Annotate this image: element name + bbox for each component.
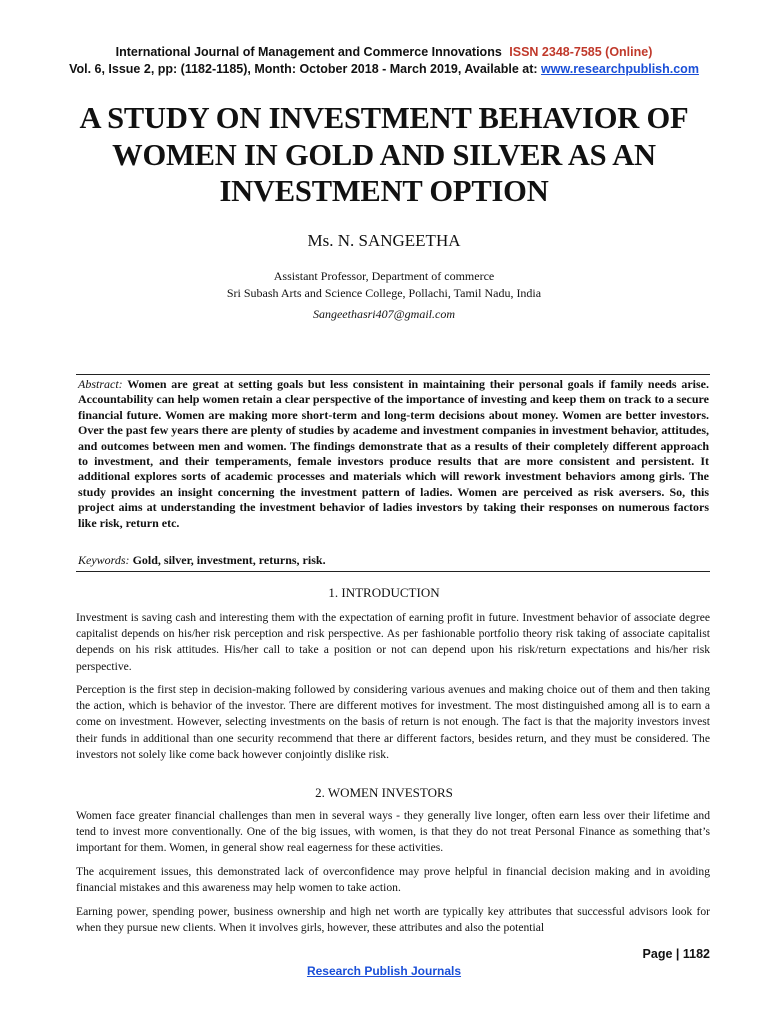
abstract-bottom-rule	[76, 571, 710, 572]
affiliation-line-1: Assistant Professor, Department of commerce	[273, 269, 495, 283]
keywords-label: Keywords:	[78, 553, 130, 567]
page-number: Page | 1182	[642, 947, 710, 961]
affiliation	[0, 268, 768, 302]
title-line: A STUDY ON INVESTMENT BEHAVIOR OF	[79, 101, 689, 135]
section-heading-introduction: 1. INTRODUCTION	[328, 585, 440, 600]
journal-header	[0, 44, 768, 78]
affiliation-line-2: Sri Subash Arts and Science College, Pollachi, Tamil Nadu, India	[226, 286, 542, 300]
body-paragraph: Perception is the first step in decision-making followed by considering various avenues and making choice out of them and then taking the action, which is behavior of the investor. There are different motives for investment. The most distinguished among all is to earn a come on investment. However, selecting investments on the basis of return is not enough. The fact is that the majority investors invest their funds in additional than one security recommend that there ar different factors, besides return, and they must be considered. The investors not solely like come back however conjointly dislike risk.	[76, 683, 710, 761]
body-paragraph: Investment is saving cash and interesting them with the expectation of earning profit in future. Investment behavior of associate degree capitalist depends on his/her risk perception and risk perspective. As per fashionable portfolio theory risk taking of associate capitalist depends on his risk attitudes. His/her call to take a position or not can depend upon his risk/return expectations and his/her risk perspective.	[76, 611, 710, 673]
keywords-text: Gold, silver, investment, returns, risk.	[132, 553, 326, 567]
journal-url-link[interactable]: www.researchpublish.com	[541, 62, 699, 76]
issn: ISSN 2348-7585 (Online)	[509, 45, 653, 59]
abstract-top-rule	[76, 374, 710, 375]
section-heading-women-investors: 2. WOMEN INVESTORS	[315, 785, 453, 800]
abstract	[78, 377, 709, 531]
journal-name: International Journal of Management and Commerce Innovations	[115, 45, 502, 59]
body-paragraph: Earning power, spending power, business ownership and high net worth are typically key attributes that successful advisors look for when they pursue new clients. When it involves girls, however, these attributes and also the potential	[76, 905, 710, 935]
author-name: Ms. N. SANGEETHA	[307, 231, 461, 250]
paper-title	[40, 100, 728, 210]
footer-publisher-link[interactable]: Research Publish Journals	[306, 964, 462, 978]
body-paragraph: The acquirement issues, this demonstrated lack of overconfidence may prove helpful in financial decision making and in avoiding financial mistakes and this awareness may help women to take action.	[76, 865, 710, 895]
keywords	[78, 553, 709, 568]
author-email: Sangeethasri407@gmail.com	[312, 307, 456, 321]
abstract-label: Abstract:	[78, 377, 123, 391]
title-line: WOMEN IN GOLD AND SILVER AS AN	[112, 137, 656, 172]
volume-info: Vol. 6, Issue 2, pp: (1182-1185), Month: October 2018 - March 2019, Available at:	[69, 62, 538, 76]
abstract-text: Women are great at setting goals but less consistent in maintaining their personal goals if family needs arise. Accountability can help women retain a clear perspective of the importance of investing and keep them on track to a secure financial future. Women are making more short-term and long-term decisions about money. Women are better investors. Over the past few years there are plenty of studies by academe and investment companies in investment behavior, attitudes, and outcomes between men and women. The findings demonstrate that as a results of their completely different approach to investment, and their temperaments, female investors produce results that are more consistent and persistent. It additional explores sorts of academic processes and materials which will rework investment behaviors among girls. The study provides an insight concerning the investment pattern of ladies. Women are perceived as risk aversers. So, this project aims at understanding the investment behavior of ladies investors by taking their responses on numerous factors like risk, return etc.	[78, 377, 709, 530]
body-paragraph: Women face greater financial challenges than men in several ways - they generally live longer, often earn less over their lifetime and tend to invest more conventionally. One of the big issues, with women, is that they do not treat Personal Finance as something that’s important for them. Women, in general show real eagerness for these activities.	[76, 809, 710, 855]
title-line: INVESTMENT OPTION	[219, 174, 549, 208]
